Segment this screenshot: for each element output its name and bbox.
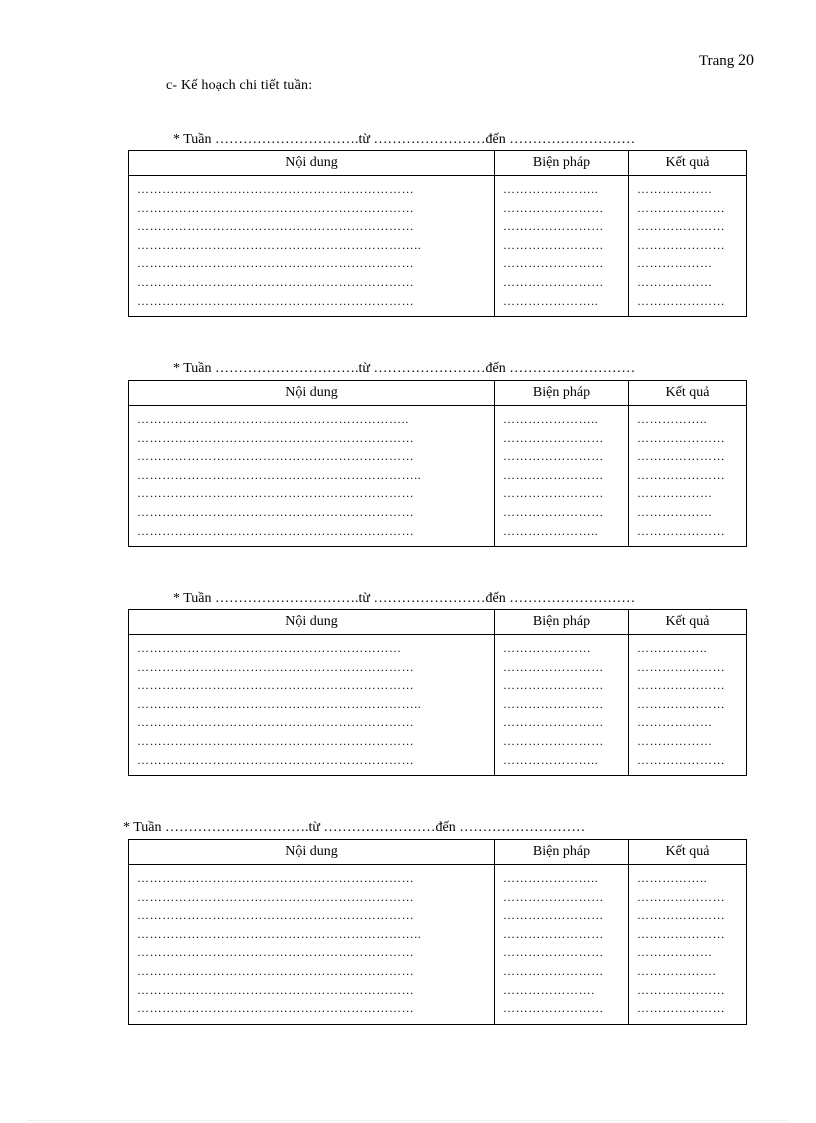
week-prefix: * Tuần [173,361,212,376]
dot-line: ……………………………………………………… [137,641,402,655]
page-number-value: 20 [738,52,754,69]
dot-line: ………………………………………………………… [137,449,415,464]
to-date-blank: ……………………… [509,591,636,606]
dot-line: …………………… [503,945,604,960]
results-cell [629,176,747,317]
table-header-row [129,381,747,406]
dot-line: ………………….. [503,293,599,308]
dot-line: ………………………………………………………… [137,504,415,519]
to-label: đến [435,820,456,835]
header-content: Nội dung [129,610,495,635]
dot-line: ………………………………………………………….. [137,926,422,941]
week-prefix: * Tuần [123,820,162,835]
dot-line: ………………… [637,752,726,767]
dot-line: …………………… [503,733,604,748]
to-label: đến [485,132,506,147]
dot-line: ………………………………………………………… [137,523,415,538]
header-results: Kết quả [629,381,747,406]
dot-line: ………………… [637,696,726,711]
dot-line: ………………… [637,219,726,234]
dot-line: …………………… [503,889,604,904]
dot-line: ………………… [637,237,726,252]
from-date-blank: …………………… [323,820,436,835]
to-date-blank: ……………………… [459,820,586,835]
week-plan-table [128,380,747,547]
dot-line: ………………………………………………………… [137,659,415,674]
table-header-row [129,610,747,635]
dot-line: ………………………………………………………… [137,715,415,730]
dot-line: …………………… [503,1001,604,1016]
content-cell [129,865,495,1025]
dot-line: ………………… [637,523,726,538]
dot-line: ………………………………………………………… [137,182,415,196]
dot-line: …………………… [503,274,604,289]
dot-line: ………………………………………………………… [137,293,415,308]
dot-line: ………………….. [503,752,599,767]
week-plan-table [128,609,747,776]
dot-line: ………………………………………………………… [137,945,415,960]
dot-line: ………………….. [503,412,599,426]
dot-line: ……………… [637,182,713,196]
from-date-blank: …………………… [373,132,486,147]
dot-line: …………………… [503,696,604,711]
dot-line: ………………………………………………………… [137,1001,415,1016]
header-content: Nội dung [129,840,495,865]
dot-line: ………………………………………………………… [137,256,415,271]
dot-line: …………………… [503,715,604,730]
measures-cell [495,865,629,1025]
header-results: Kết quả [629,151,747,176]
dot-line: …………………… [503,200,604,215]
week-line [166,116,635,148]
dot-line: …………………. [503,982,595,997]
results-cell [629,406,747,547]
dot-line: …………………… [503,237,604,252]
header-measures: Biện pháp [495,840,629,865]
to-label: đến [485,361,506,376]
measures-cell [495,406,629,547]
dot-line: ………………… [637,889,726,904]
dot-line: ………………………………………………………… [137,430,415,445]
dot-line: ………………………………………………………… [137,486,415,501]
dot-line: ………………………………………………………… [137,871,415,885]
dot-line: ………………… [503,641,592,655]
content-cell [129,635,495,776]
dot-line: ……………………………………………………….. [137,412,409,426]
to-date-blank: ……………………… [509,132,636,147]
week-plan-table [128,839,747,1025]
dot-line: ………………….. [503,523,599,538]
week-number-blank: …………………………. [165,820,309,835]
results-cell [629,865,747,1025]
dot-line: ………………………………………………………… [137,274,415,289]
dot-line: ………………… [637,1001,726,1016]
dot-line: ………………… [637,908,726,923]
section-heading: c- Kế hoạch chi tiết tuần: [166,78,313,93]
to-date-blank: ……………………… [509,361,636,376]
table-body-row [129,865,747,1025]
dot-line: …………….. [637,871,708,885]
dot-line: …………………… [503,219,604,234]
dot-line: ………………………………………………………… [137,752,415,767]
table-body-row [129,176,747,317]
from-label: từ [358,132,371,147]
dot-line: ………………….. [503,182,599,196]
dot-line: ………………… [637,926,726,941]
dot-line: ………………………………………………………… [137,889,415,904]
content-cell [129,176,495,317]
dot-line: ………………… [637,982,726,997]
dot-line: ………………. [637,963,717,978]
page-number [699,52,754,70]
header-results: Kết quả [629,610,747,635]
dot-line: ………………………………………………………… [137,200,415,215]
dot-line: …………………… [503,926,604,941]
dot-line: ………………… [637,293,726,308]
dot-line: ………………………………………………………….. [137,467,422,482]
week-line [166,345,635,377]
dot-line: ………………………………………………………… [137,733,415,748]
content-cell [129,406,495,547]
dot-line: ………………… [637,430,726,445]
week-number-blank: …………………………. [215,361,359,376]
header-measures: Biện pháp [495,610,629,635]
header-results: Kết quả [629,840,747,865]
week-number-blank: …………………………. [215,132,359,147]
table-body-row [129,406,747,547]
dot-line: ……………… [637,486,713,501]
dot-line: ……………… [637,256,713,271]
week-prefix: * Tuần [173,591,212,606]
dot-line: …………………… [503,467,604,482]
header-measures: Biện pháp [495,151,629,176]
from-label: từ [358,591,371,606]
dot-line: …………….. [637,641,708,655]
dot-line: ………………………………………………………….. [137,696,422,711]
dot-line: …………………… [503,908,604,923]
from-date-blank: …………………… [373,591,486,606]
header-content: Nội dung [129,381,495,406]
from-label: từ [308,820,321,835]
table-header-row [129,840,747,865]
week-line [116,804,585,836]
from-label: từ [358,361,371,376]
dot-line: ………………………………………………………… [137,908,415,923]
dot-line: ………………………………………………………… [137,963,415,978]
dot-line: ………………… [637,200,726,215]
dot-line: ………………………………………………………… [137,982,415,997]
to-label: đến [485,591,506,606]
dot-line: …………………… [503,256,604,271]
header-measures: Biện pháp [495,381,629,406]
dot-line: ……………… [637,274,713,289]
table-header-row [129,151,747,176]
table-body-row [129,635,747,776]
from-date-blank: …………………… [373,361,486,376]
dot-line: …………………… [503,449,604,464]
dot-line: ………………………………………………………… [137,678,415,693]
dot-line: …………………… [503,678,604,693]
week-plan-table [128,150,747,317]
dot-line: ……………… [637,733,713,748]
dot-line: …………….. [637,412,708,426]
week-prefix: * Tuần [173,132,212,147]
header-content: Nội dung [129,151,495,176]
dot-line: …………………… [503,486,604,501]
dot-line: ………………… [637,659,726,674]
dot-line: …………………… [503,963,604,978]
week-line [166,575,635,607]
dot-line: ………………….. [503,871,599,885]
dot-line: ……………… [637,715,713,730]
footer-divider [28,1120,788,1121]
dot-line: …………………… [503,430,604,445]
dot-line: ………………… [637,449,726,464]
week-number-blank: …………………………. [215,591,359,606]
dot-line: ……………… [637,504,713,519]
measures-cell [495,635,629,776]
dot-line: …………………… [503,504,604,519]
dot-line: ………………………………………………………… [137,219,415,234]
page-label: Trang [698,53,735,69]
dot-line: ……………… [637,945,713,960]
dot-line: ………………… [637,678,726,693]
dot-line: …………………… [503,659,604,674]
dot-line: ………………………………………………………….. [137,237,422,252]
results-cell [629,635,747,776]
measures-cell [495,176,629,317]
dot-line: ………………… [637,467,726,482]
